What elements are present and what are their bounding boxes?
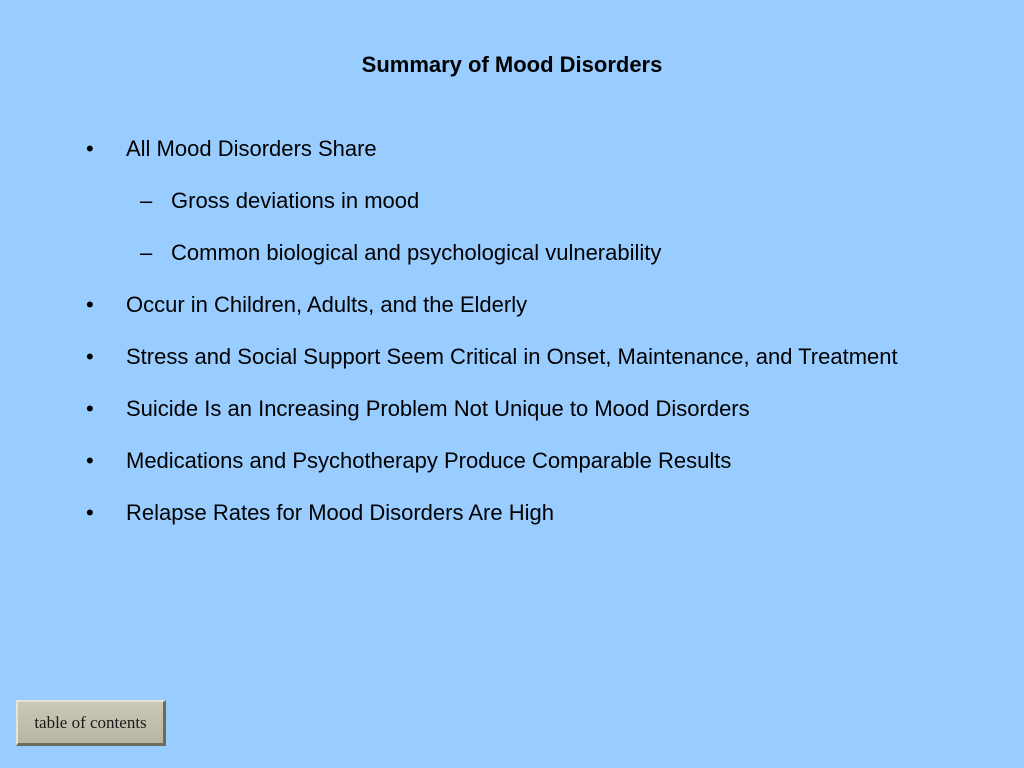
bullet-list — [0, 134, 1024, 550]
list-item — [0, 186, 916, 216]
bullet-marker: • — [86, 344, 94, 369]
list-item-text: Medications and Psychotherapy Produce Comparable Results — [126, 448, 732, 473]
bullet-marker: • — [86, 136, 94, 161]
list-item — [0, 290, 916, 320]
slide-title: Summary of Mood Disorders — [361, 52, 663, 77]
bullet-marker: • — [86, 500, 94, 525]
list-item-text: Relapse Rates for Mood Disorders Are High — [126, 500, 554, 525]
table-of-contents-button[interactable]: table of contents — [16, 700, 166, 746]
list-item-text: Gross deviations in mood — [171, 188, 420, 213]
list-item-text: Common biological and psychological vulnerability — [171, 240, 662, 265]
list-item-text: Stress and Social Support Seem Critical in Onset, Maintenance, and Treatment — [126, 344, 898, 369]
list-item — [0, 498, 916, 528]
bullet-marker: • — [86, 292, 94, 317]
list-item — [0, 342, 916, 372]
sub-bullet-marker: – — [140, 240, 153, 265]
list-item-text: Occur in Children, Adults, and the Elderly — [126, 292, 528, 317]
list-item — [0, 446, 916, 476]
sub-bullet-marker: – — [140, 188, 153, 213]
list-item — [0, 238, 916, 268]
list-item-text: All Mood Disorders Share — [126, 136, 377, 161]
list-item — [0, 394, 916, 424]
bullet-marker: • — [86, 396, 94, 421]
bullet-marker: • — [86, 448, 94, 473]
list-item-text: Suicide Is an Increasing Problem Not Unique to Mood Disorders — [126, 396, 750, 421]
list-item — [0, 134, 916, 164]
